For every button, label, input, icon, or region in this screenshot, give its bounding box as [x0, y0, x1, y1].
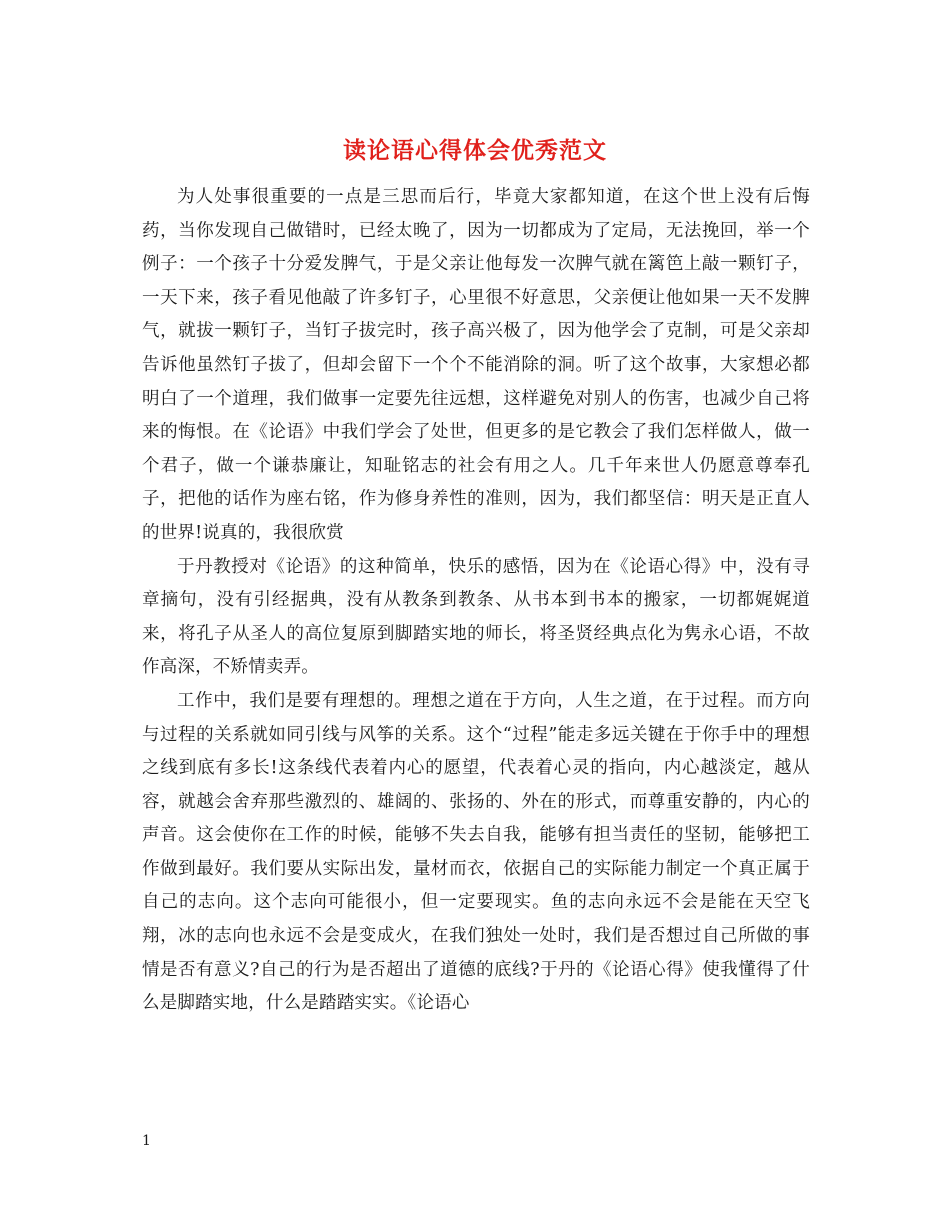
page-number: 1	[142, 1133, 151, 1149]
paragraph-2: 于丹教授对《论语》的这种简单，快乐的感悟，因为在《论语心得》中，没有寻章摘句，没有引经据典，没有从教条到教条、从书本到书本的搬家，一切都娓娓道来，将孔子从圣人的高位复原到脚踏实地的师长，将圣贤经典点化为隽永心语，不故作高深，不矫情卖弄。	[142, 556, 810, 678]
paragraph-3: 工作中，我们是要有理想的。理想之道在于方向，人生之道，在于过程。而方向与过程的关系就如同引线与风筝的关系。这个“过程”能走多远关键在于你手中的理想之线到底有多长!这条线代表着内心的愿望，代表着心灵的指向，内心越淡定，越从容，就越会舍弃那些激烈的、雄阔的、张扬的、外在的形式，而尊重安静的，内心的声音。这会使你在工作的时候，能够不失去自我，能够有担当责任的坚韧，能够把工作做到最好。我们要从实际出发，量材而衣，依据自己的实际能力制定一个真正属于自己的志向。这个志向可能很小，但一定要现实。鱼的志向永远不会是能在天空飞翔，冰的志向也永远不会是变成火，在我们独处一处时，我们是否想过自己所做的事情是否有意义?自己的行为是否超出了道德的底线?于丹的《论语心得》使我懂得了什么是脚踏实地，什么是踏踏实实。《论语心	[142, 690, 810, 1014]
document-body	[142, 181, 810, 1021]
page-title: 读论语心得体会优秀范文	[343, 137, 607, 164]
paragraph-1: 为人处事很重要的一点是三思而后行，毕竟大家都知道，在这个世上没有后悔药，当你发现自己做错时，已经太晚了，因为一切都成为了定局，无法挽回，举一个例子：一个孩子十分爱发脾气，于是父亲让他每发一次脾气就在篱笆上敲一颗钉子，一天下来，孩子看见他敲了许多钉子，心里很不好意思，父亲便让他如果一天不发脾气，就拔一颗钉子，当钉子拔完时，孩子高兴极了，因为他学会了克制，可是父亲却告诉他虽然钉子拔了，但却会留下一个个不能消除的洞。听了这个故事，大家想必都明白了一个道理，我们做事一定要先往远想，这样避免对别人的伤害，也减少自己将来的悔恨。在《论语》中我们学会了处世，但更多的是它教会了我们怎样做人，做一个君子，做一个谦恭廉让，知耻铭志的社会有用之人。几千年来世人仍愿意尊奉孔子，把他的话作为座右铭，作为修身养性的准则，因为，我们都坚信：明天是正直人的世界!说真的，我很欣赏	[142, 187, 810, 543]
